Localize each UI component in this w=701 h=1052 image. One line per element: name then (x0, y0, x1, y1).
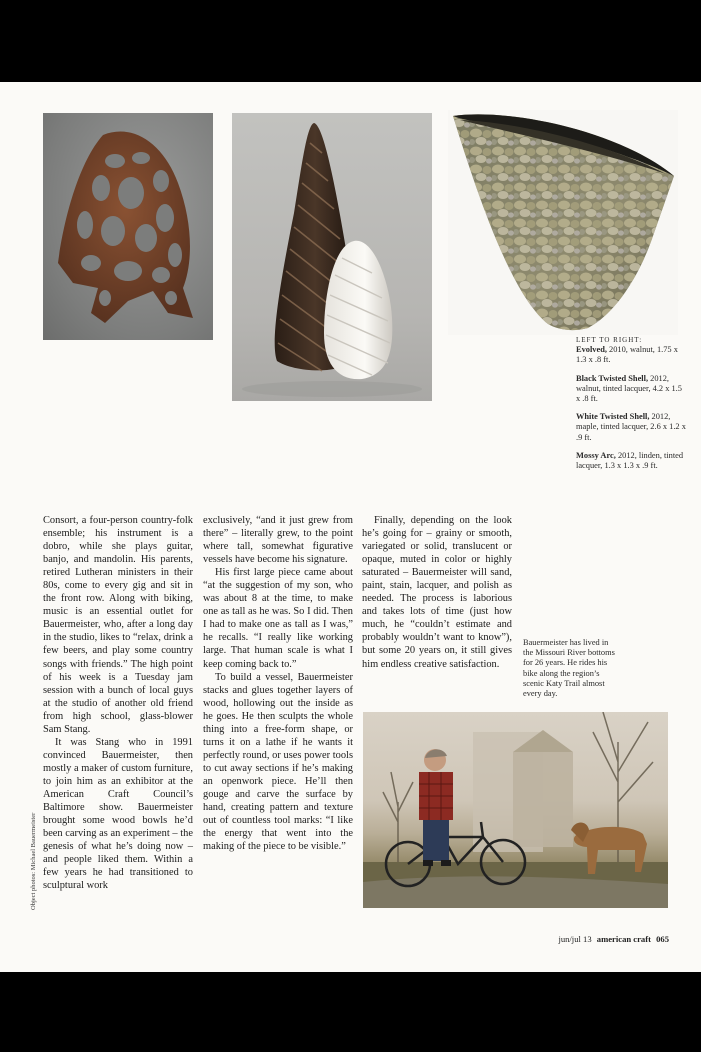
page-number: 065 (656, 934, 669, 944)
caption-title: Mossy Arc, (576, 450, 616, 460)
mossy-arc-photo (448, 110, 678, 335)
magazine-name: american craft (596, 934, 651, 944)
paragraph: His first large piece came about “at the suggestion of my son, who was about 8 at the time, to make one as tall as he was. So I did. Then I had to make one as tall as I was,” he recalls. “I really like working large. That human scale is what I keep coming back to.” (203, 567, 353, 670)
paragraph: exclusively, “and it just grew from there” – literally grew, to the point where tall, somewhat figurative vessels have become his signature. (203, 515, 353, 566)
paragraph: Consort, a four-person country-folk ensemble; his instrument is a dobro, while she plays guitar, banjo, and mandolin. His parents, retired Lutheran ministers in their 80s, come to every gig and sit in the front row. Along with biking, music is an essential outlet for Bauermeister, who, after a long day in the studio, likes to “relax, drink a few beers, and play some country songs with friends.” The high point of his week is a Tuesday jam session with a bunch of local guys at the studio of another old friend from high school, glass-blower Sam Stang. (43, 515, 193, 735)
article-column-2 (203, 514, 353, 853)
bauermeister-bike-photo (363, 712, 668, 908)
caption-details: 2010, walnut, 1.75 x 1.3 x .8 ft. (576, 345, 678, 365)
article-column-1 (43, 514, 193, 892)
caption-title: Evolved, (576, 345, 607, 355)
twisted-shells-photo (232, 113, 432, 401)
caption-details: 2012, maple, tinted lacquer, 2.6 x 1.2 x .9 ft. (576, 412, 686, 442)
bike-photo-caption: Bauermeister has lived in the Missouri River bottoms for 26 years. He rides his bike along the region’s scenic Katy Trail almost every day. (523, 638, 615, 699)
caption-white-twisted-shell (576, 412, 686, 443)
caption-details: 2012, linden, tinted lacquer, 1.3 x 1.3 x .9 ft. (576, 450, 684, 471)
paragraph: Finally, depending on the look he’s going for – grainy or smooth, variegated or solid, translucent or opaque, muted in color or highly saturated – Bauermeister will sand, paint, stain, lacquer, and polish as needed. The process is laborious and takes lots of time (just how much, he “couldn’t estimate and probably wouldn’t want to know”), but some 20 years on, it still gives him endless creative satisfaction. (362, 515, 512, 670)
magazine-page (0, 82, 701, 972)
openwork-vessel-image (43, 113, 213, 340)
man-bike-dog-image (363, 712, 668, 908)
page-footer (558, 934, 669, 944)
photo-credit: Object photos: Michael Bauermeister (30, 812, 37, 910)
caption-heading: LEFT TO RIGHT: (576, 336, 643, 344)
paragraph: To build a vessel, Bauermeister stacks and glues together layers of wood, hollowing out the inside as he goes. He then sculpts the whole thing into a free-form shape, or turns it on a lathe if he wants it perfectly round, or uses power tools to cut away sections if he’s making an openwork piece. He’ll then gouge and carve the surface by hand, creating pattern and texture out of countless tool marks: “I like the energy that went into the making of the piece to be visible.” (203, 671, 353, 853)
caption-title: White Twisted Shell, (576, 412, 650, 422)
caption-evolved (576, 345, 686, 365)
issue-date: jun/jul 13 (558, 934, 592, 944)
caption-details: 2012, walnut, tinted lacquer, 4.2 x 1.5 x .8 ft. (576, 373, 682, 404)
paragraph: It was Stang who in 1991 convinced Bauermeister, then mostly a maker of custom furniture, to join him as an exhibitor at the American Craft Council’s Baltimore show. Bauermeister brought some wood bowls he’d been carving as an experiment – the genesis of what he’s doing now – and people liked them. Within a few years he had transitioned to sculptural work (43, 736, 193, 892)
twisted-shells-image (232, 113, 432, 401)
caption-mossy-arc (576, 451, 686, 471)
mossy-arc-image (448, 110, 678, 335)
photo-caption-list (576, 335, 686, 479)
caption-black-twisted-shell (576, 374, 686, 405)
article-column-3 (362, 514, 512, 671)
caption-title: Black Twisted Shell, (576, 373, 649, 383)
evolved-photo (43, 113, 213, 340)
